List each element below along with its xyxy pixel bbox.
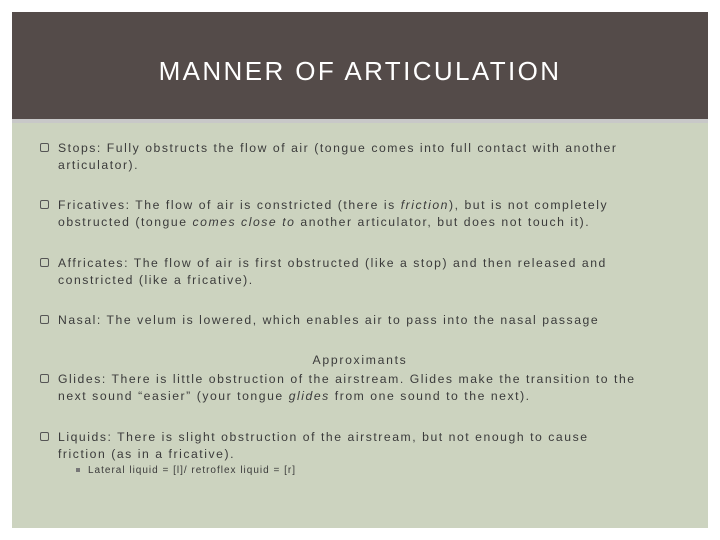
bullet-box-icon — [40, 258, 49, 267]
bullet-box-icon — [40, 374, 49, 383]
approximants-heading: Approximants — [312, 353, 408, 367]
bullet-liquids-line1: Liquids: There is slight obstruction of the airstream, but not enough to cause — [58, 430, 589, 444]
bullet-glides-line2: next sound “easier” (your tongue glides from one sound to the next). — [58, 388, 531, 403]
bullet-box-icon — [40, 143, 49, 152]
bullet-fricatives-line2: obstructed (tongue comes close to another articulator, but does not touch it). — [58, 214, 591, 229]
bullet-glides-line1: Glides: There is little obstruction of the airstream. Glides make the transition to the — [58, 372, 636, 386]
sub-bullet-liquids-text: Lateral liquid = [l]/ retroflex liquid = [r] — [88, 465, 296, 476]
bullet-stops-line1: Stops: Fully obstructs the flow of air (tongue comes into full contact with another — [58, 141, 618, 155]
bullet-box-icon — [40, 315, 49, 324]
bullet-fricatives-line1: Fricatives: The flow of air is constricted (there is friction), but is not completely — [58, 198, 609, 212]
bullet-stops-line2: articulator). — [58, 157, 140, 172]
bullet-liquids-line2: friction (as in a fricative). — [58, 446, 236, 461]
bullet-affricates-line2: constricted (like a fricative). — [58, 272, 254, 287]
bullet-box-icon — [40, 200, 49, 209]
slide-title: MANNER OF ARTICULATION — [158, 56, 562, 86]
sub-bullet-square-icon — [76, 468, 80, 472]
bullet-box-icon — [40, 432, 49, 441]
title-divider — [12, 119, 708, 123]
bullet-nasal-line1: Nasal: The velum is lowered, which enables air to pass into the nasal passage — [58, 313, 600, 327]
title-bar — [12, 12, 708, 119]
bullet-affricates-line1: Affricates: The flow of air is first obstructed (like a stop) and then released and — [58, 256, 607, 270]
sub-bullet-liquids — [76, 464, 296, 478]
slide — [12, 12, 708, 528]
